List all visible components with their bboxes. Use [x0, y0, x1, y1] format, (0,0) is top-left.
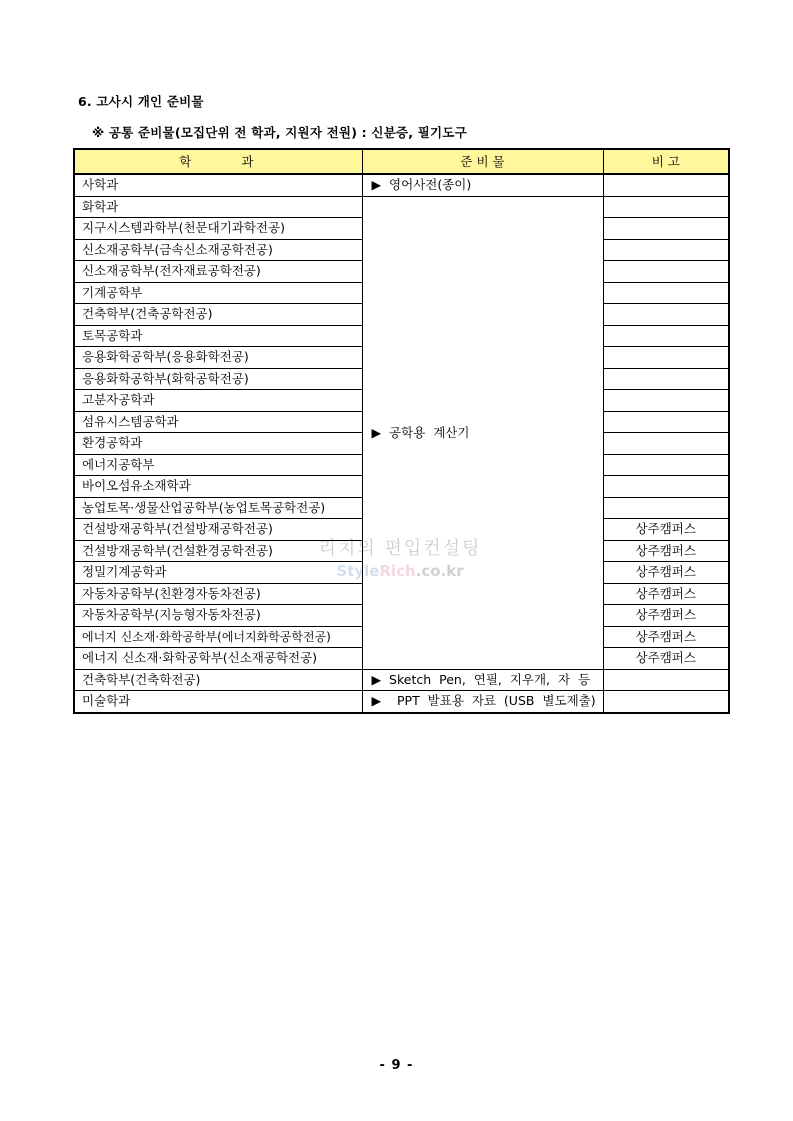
remark-cell: 상주캠퍼스 [603, 583, 729, 605]
table-row [74, 196, 729, 218]
department-cell: 화학과 [74, 196, 362, 218]
department-cell: 응용화학공학부(화학공학전공) [74, 368, 362, 390]
remark-cell [603, 261, 729, 283]
department-cell: 에너지 신소재·화학공학부(에너지화학공학전공) [74, 626, 362, 648]
table-row [74, 669, 729, 691]
department-cell: 건축학부(건축공학전공) [74, 304, 362, 326]
table-row [74, 174, 729, 196]
preparation-table [73, 148, 730, 714]
department-cell: 바이오섬유소재학과 [74, 476, 362, 498]
department-cell: 사학과 [74, 174, 362, 196]
remark-cell [603, 454, 729, 476]
table-row [74, 691, 729, 713]
department-cell: 자동차공학부(지능형자동차전공) [74, 605, 362, 627]
section-title: 6. 고사시 개인 준비물 [78, 94, 204, 109]
department-cell: 토목공학과 [74, 325, 362, 347]
item-calculator: ▶ 공학용 계산기 [362, 196, 603, 669]
department-cell: 자동차공학부(친환경자동차전공) [74, 583, 362, 605]
remark-cell [603, 282, 729, 304]
department-cell: 지구시스템과학부(천문대기과학전공) [74, 218, 362, 240]
remark-cell [603, 368, 729, 390]
department-cell: 기계공학부 [74, 282, 362, 304]
department-cell: 신소재공학부(전자재료공학전공) [74, 261, 362, 283]
department-cell: 건설방재공학부(건설환경공학전공) [74, 540, 362, 562]
remark-cell: 상주캠퍼스 [603, 648, 729, 670]
watermark-korean: 리치의 편입컨설팅 [318, 538, 482, 559]
department-cell: 건축학부(건축학전공) [74, 669, 362, 691]
header-remarks: 비 고 [603, 149, 729, 174]
remark-cell: 상주캠퍼스 [603, 519, 729, 541]
remark-cell [603, 411, 729, 433]
department-cell: 에너지 신소재·화학공학부(신소재공학전공) [74, 648, 362, 670]
remark-cell [603, 304, 729, 326]
remark-cell [603, 325, 729, 347]
watermark-site: StyleRich.co.kr [336, 562, 464, 580]
department-cell: 환경공학과 [74, 433, 362, 455]
remark-cell: 상주캠퍼스 [603, 626, 729, 648]
page-number: - 9 - [379, 1058, 414, 1073]
department-cell: 섬유시스템공학과 [74, 411, 362, 433]
department-cell: 고분자공학과 [74, 390, 362, 412]
item-ppt: ▶ PPT 발표용 자료 (USB 별도제출) [362, 691, 603, 713]
department-cell: 응용화학공학부(응용화학전공) [74, 347, 362, 369]
remark-cell [603, 476, 729, 498]
department-cell: 농업토목·생물산업공학부(농업토목공학전공) [74, 497, 362, 519]
remark-cell [603, 218, 729, 240]
table-header-row [74, 149, 729, 174]
department-cell: 신소재공학부(금속신소재공학전공) [74, 239, 362, 261]
remark-cell: 상주캠퍼스 [603, 540, 729, 562]
header-items: 준 비 물 [362, 149, 603, 174]
header-department: 학 과 [74, 149, 362, 174]
remark-cell [603, 433, 729, 455]
remark-cell: 상주캠퍼스 [603, 562, 729, 584]
department-cell: 에너지공학부 [74, 454, 362, 476]
common-items-note: ※ 공통 준비물(모집단위 전 학과, 지원자 전원) : 신분증, 필기도구 [92, 125, 467, 140]
remark-cell [603, 669, 729, 691]
remark-cell: 상주캠퍼스 [603, 605, 729, 627]
remark-cell [603, 497, 729, 519]
department-cell: 건설방재공학부(건설방재공학전공) [74, 519, 362, 541]
item-drawing-tools: ▶ Sketch Pen, 연필, 지우개, 자 등 [362, 669, 603, 691]
remark-cell [603, 196, 729, 218]
remark-cell [603, 347, 729, 369]
department-cell: 미술학과 [74, 691, 362, 713]
remark-cell [603, 390, 729, 412]
item-dictionary: ▶ 영어사전(종이) [362, 174, 603, 196]
department-cell: 정밀기계공학과 [74, 562, 362, 584]
remark-cell [603, 174, 729, 196]
remark-cell [603, 691, 729, 713]
remark-cell [603, 239, 729, 261]
